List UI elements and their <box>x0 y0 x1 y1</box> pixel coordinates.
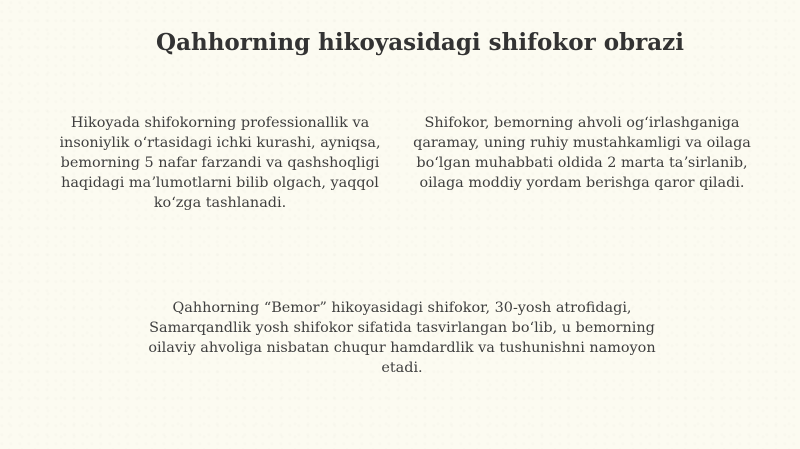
paragraph-doctor-description: Qahhorning “Bemor” hikoyasidagi shifokor, 30-yosh atrofidagi, Samarqandlik yosh shifokor sifatida tasvirlangan boʻlib, u bemorning oilaviy ahvoliga nisbatan chuqur hamdardlik va tushunishni namoyon etadi. <box>148 300 656 376</box>
slide-title: Qahhorning hikoyasidagi shifokor obrazi <box>156 29 684 56</box>
paragraph-inner-struggle: Hikoyada shifokorning professionallik va insoniylik oʻrtasidagi ichki kurashi, ayniqsa, bemorning 5 nafar farzandi va qashshoqligi haqidagi maʼlumotlarni bilib olgach, yaqqol koʻzga tashlanadi. <box>59 115 381 211</box>
paragraph-material-help: Shifokor, bemorning ahvoli ogʻirlashganiga qaramay, uning ruhiy mustahkamligi va oilaga boʻlgan muhabbati oldida 2 marta taʼsirlanib, oilaga moddiy yordam berishga qaror qiladi. <box>413 115 751 191</box>
